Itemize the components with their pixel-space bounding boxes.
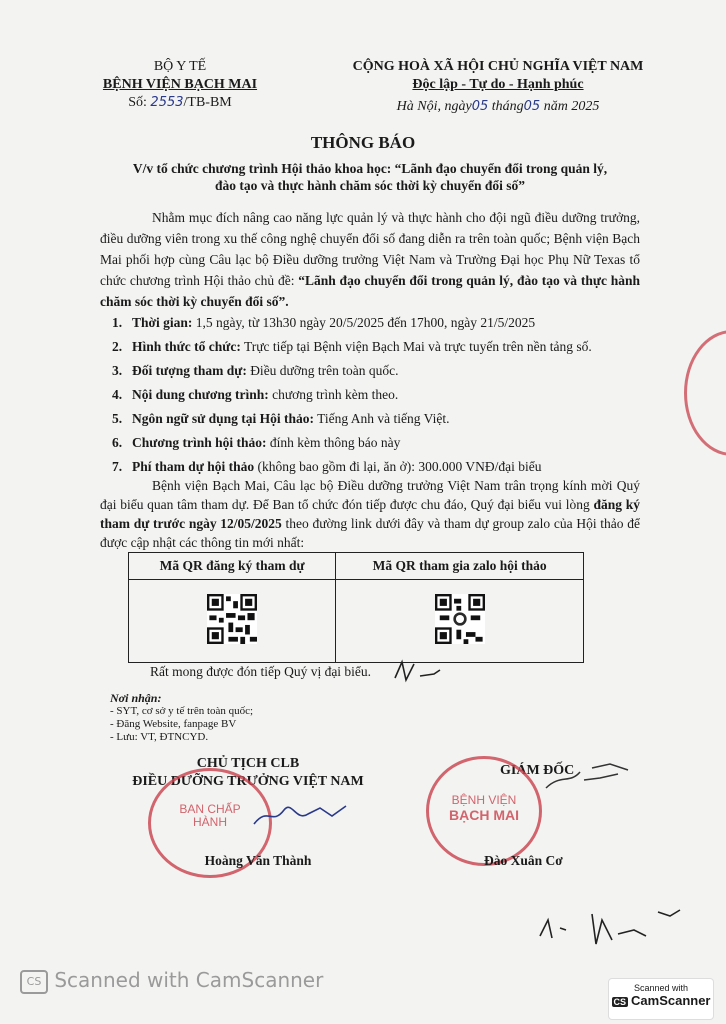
- document-number: [80, 94, 280, 112]
- list-item: [112, 409, 652, 428]
- item-number: 5.: [112, 411, 123, 426]
- badge-line-1: Scanned with: [633, 983, 689, 993]
- ministry-name: BỘ Y TẾ: [153, 59, 207, 74]
- badge-brand: CamScanner: [631, 993, 711, 1008]
- badge-logo-icon: CS: [613, 997, 627, 1007]
- item-text: 1,5 ngày, từ 13h30 ngày 20/5/2025 đến 17h00, ngày 21/5/2025: [192, 315, 536, 330]
- recipients-heading: Nơi nhận:: [110, 691, 162, 705]
- item-label: Hình thức tổ chức:: [132, 339, 241, 354]
- date-year: năm 2025: [543, 99, 600, 114]
- item-text: chương trình kèm theo.: [268, 387, 399, 402]
- date-month-label: tháng: [491, 99, 524, 114]
- item-number: 3.: [112, 363, 123, 378]
- item-number: 7.: [112, 459, 123, 474]
- item-text: Trực tiếp tại Bệnh viện Bạch Mai và trực tuyến trên nền tảng số.: [240, 339, 592, 354]
- closing-text-1: Bệnh viện Bạch Mai, Câu lạc bộ Điều dưỡng trưởng Việt Nam trân trọng kính mời Quý đại biểu quan tâm tham dự. Để Ban tổ chức đón tiếp được chu đáo, Quý đại biểu vui lòng: [100, 478, 640, 512]
- item-label: Ngôn ngữ sử dụng tại Hội thảo:: [132, 411, 314, 426]
- subject: [100, 160, 640, 194]
- number-value: 2553: [150, 95, 184, 110]
- hospital-stamp-text-1: BỆNH VIỆN: [451, 793, 517, 807]
- subject-line-2: đào tạo và thực hành chăm sóc thời kỳ chuyển đổi số”: [215, 178, 525, 193]
- motto: Độc lập - Tự do - Hạnh phúc: [412, 77, 584, 92]
- list-item: [112, 385, 652, 404]
- registration-deadline: đăng ký tham dự trước ngày 12/05/2025: [100, 497, 640, 531]
- details-list: [112, 313, 652, 481]
- qr-header-zalo: Mã QR tham gia zalo hội thảo: [336, 553, 584, 580]
- handwritten-annotation: [530, 900, 700, 955]
- item-label: Thời gian:: [132, 315, 193, 330]
- item-text: Điều dưỡng trên toàn quốc.: [246, 363, 399, 378]
- issuer-block: [80, 58, 280, 112]
- watermark-text: Scanned with CamScanner: [54, 968, 324, 992]
- qr-code-register[interactable]: [207, 594, 257, 644]
- closing-paragraph: [100, 476, 640, 552]
- intro-paragraph: [100, 207, 640, 312]
- badge-line-2: [609, 993, 713, 1008]
- welcome-line: Rất mong được đón tiếp Quý vị đại biểu.: [150, 664, 372, 679]
- recipients: [110, 692, 253, 744]
- national-header: [318, 58, 678, 116]
- director-name: Đào Xuân Cơ: [484, 853, 563, 868]
- list-item: [112, 457, 652, 476]
- qr-code-zalo[interactable]: [435, 594, 485, 644]
- recipient-line: - SYT, cơ sở y tế trên toàn quốc;: [110, 705, 254, 717]
- country-name: CỘNG HOÀ XÃ HỘI CHỦ NGHĨA VIỆT NAM: [352, 59, 644, 74]
- club-stamp-text: BAN CHẤP HÀNH: [179, 802, 241, 829]
- list-item: [112, 361, 652, 380]
- camscanner-icon: CS: [20, 970, 48, 994]
- qr-cell-zalo: [336, 580, 584, 663]
- item-number: 1.: [112, 315, 123, 330]
- club-role-2: ĐIỀU DƯỠNG TRƯỞNG VIỆT NAM: [132, 774, 364, 789]
- subject-line-1: V/v tổ chức chương trình Hội thảo khoa học: “Lãnh đạo chuyển đổi trong quản lý,: [132, 161, 608, 176]
- closing-text-2: theo đường link dưới đây và tham dự group zalo của Hội thảo để được cập nhật các thông tin mới nhất:: [100, 516, 640, 550]
- number-prefix: Số:: [128, 95, 147, 110]
- item-text: (không bao gồm đi lại, ăn ở): 300.000 VNĐ/đại biểu: [254, 459, 542, 474]
- intro-text: Nhằm mục đích nâng cao năng lực quản lý và thực hành cho đội ngũ điều dưỡng trưởng, điều dưỡng viên trong xu thế công nghệ chuyển đổi số đang diễn ra trên toàn quốc; Bệnh viện Bạch Mai phối hợp cùng Câu lạc bộ Điều dưỡng trưởng Việt Nam và Trường Đại học Phụ Nữ Texas tổ chức chương trình Hội thảo chủ đề:: [100, 210, 640, 288]
- initial-signature: [390, 656, 450, 686]
- qr-cell-register: [129, 580, 336, 663]
- item-number: 4.: [112, 387, 123, 402]
- director-signature: [540, 760, 650, 800]
- item-label: Nội dung chương trình:: [132, 387, 269, 402]
- club-signature: [250, 796, 350, 836]
- partial-stamp: [684, 330, 726, 456]
- item-label: Chương trình hội thảo:: [132, 435, 267, 450]
- list-item: [112, 313, 652, 332]
- document-title: THÔNG BÁO: [310, 133, 416, 152]
- scanner-watermark: [20, 968, 500, 998]
- item-text: Tiếng Anh và tiếng Việt.: [314, 411, 450, 426]
- recipient-line: - Đăng Website, fanpage BV: [110, 718, 237, 730]
- date-month: 05: [523, 99, 541, 114]
- list-item: [112, 337, 652, 356]
- item-number: 6.: [112, 435, 123, 450]
- date-place: Hà Nội, ngày: [396, 99, 472, 114]
- recipient-line: - Lưu: VT, ĐTNCYD.: [110, 731, 209, 743]
- club-chair-name: Hoàng Văn Thành: [204, 853, 312, 868]
- date-day: 05: [471, 99, 489, 114]
- intro-theme: “Lãnh đạo chuyển đổi trong quản lý, đào tạo và thực hành chăm sóc thời kỳ chuyển đổi số”.: [100, 273, 640, 309]
- item-number: 2.: [112, 339, 123, 354]
- item-label: Đối tượng tham dự:: [132, 363, 247, 378]
- hospital-name: BỆNH VIỆN BẠCH MAI: [102, 77, 258, 92]
- item-label: Phí tham dự hội thảo: [132, 459, 255, 474]
- hospital-stamp-text-2: BẠCH MAI: [449, 807, 519, 823]
- club-role-1: CHỦ TỊCH CLB: [196, 756, 300, 771]
- director-role: GIÁM ĐỐC: [500, 763, 575, 778]
- list-item: [112, 433, 652, 452]
- hospital-stamp: [426, 756, 542, 866]
- date-line: [318, 98, 678, 116]
- item-text: đính kèm thông báo này: [266, 435, 401, 450]
- camscanner-badge: [608, 978, 714, 1020]
- number-suffix: /TB-BM: [183, 95, 232, 110]
- qr-header-register: Mã QR đăng ký tham dự: [129, 553, 336, 580]
- qr-table: [128, 552, 584, 663]
